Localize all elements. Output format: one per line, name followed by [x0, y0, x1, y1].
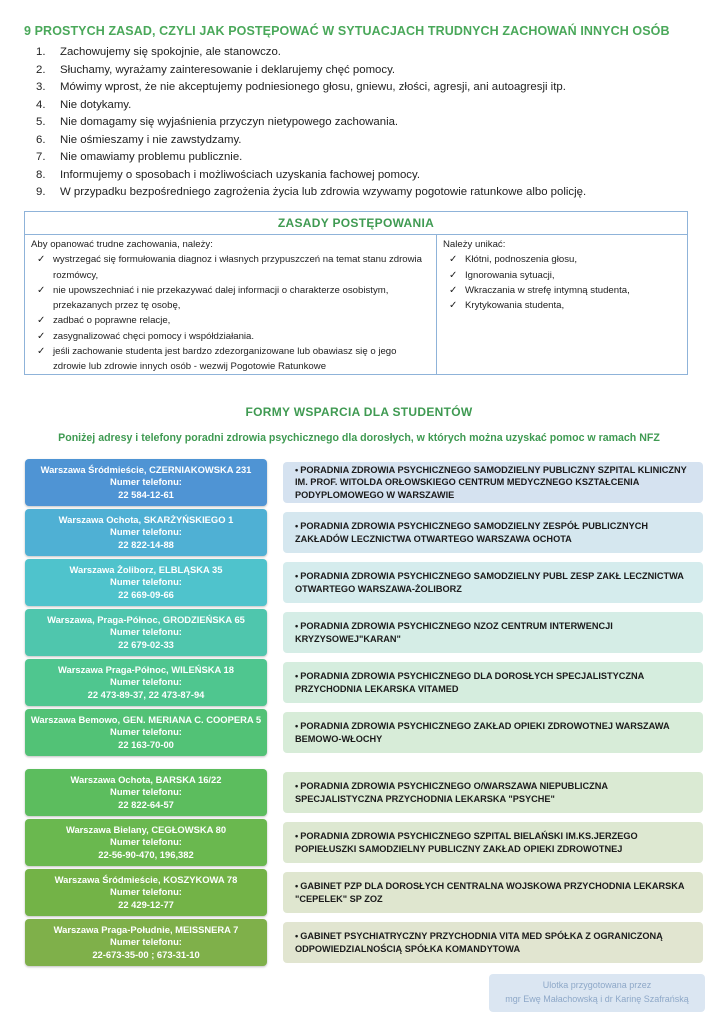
checklist-item	[31, 313, 430, 328]
checklist-text: Ignorowania sytuacji,	[465, 269, 555, 281]
clinic-name: GABINET PSYCHIATRYCZNY PRZYCHODNIA VITA MED SPÓŁKA Z OGRANICZONĄ ODPOWIEDZIALNOŚCIĄ SPÓŁKA KOMANDYTOWA	[295, 931, 663, 954]
clinic-location-card	[25, 609, 267, 656]
clinic-description-card	[283, 562, 703, 603]
clinic-address: Warszawa Praga-Północ, WILEŃSKA 18	[58, 663, 234, 675]
rule-item	[36, 149, 586, 167]
support-title: FORMY WSPARCIA DLA STUDENTÓW	[245, 405, 473, 419]
clinic-description-card	[283, 712, 703, 753]
zasady-right-intro: Należy unikać:	[443, 239, 506, 250]
clinic-row	[25, 869, 705, 916]
clinic-phone: 22 163-70-00	[118, 738, 174, 750]
support-subtitle: Poniżej adresy i telefony poradni zdrowia psychicznego dla dorosłych, w których można uzyskać pomoc w ramach NFZ	[58, 432, 660, 444]
rule-text: Słuchamy, wyrażamy zainteresowanie i deklarujemy chęć pomocy.	[60, 63, 396, 76]
rule-number: 9.	[36, 186, 46, 198]
clinic-address: Warszawa Bemowo, GEN. MERIANA C. COOPERA 5	[30, 713, 262, 725]
clinic-description	[295, 780, 697, 805]
bullet-icon: •	[295, 831, 299, 842]
footer-credit	[489, 974, 705, 1012]
rule-text: Nie dotykamy.	[60, 98, 132, 111]
clinic-description-card	[283, 462, 703, 503]
clinic-name: PORADNIA ZDROWIA PSYCHICZNEGO SAMODZIELNY ZESPÓŁ PUBLICZNYCH ZAKŁADÓW LECZNICTWA OTWARTEGO WARSZAWA OCHOTA	[295, 521, 648, 544]
clinic-description	[295, 880, 697, 905]
rule-item	[36, 132, 586, 150]
clinic-location-card	[25, 659, 267, 706]
clinic-address: Warszawa Śródmieście, CZERNIAKOWSKA 231	[40, 463, 252, 475]
rule-text: Nie omawiamy problemu publicznie.	[60, 151, 243, 163]
clinic-name: PORADNIA ZDROWIA PSYCHICZNEGO NZOZ CENTRUM INTERWENCJI KRYZYSOWEJ"KARAN"	[295, 621, 613, 644]
rule-number: 1.	[36, 46, 46, 58]
rule-text: Mówimy wprost, że nie akceptujemy podniesionego głosu, gniewu, złości, agresji, ani autoagresji itp.	[60, 81, 566, 93]
bullet-icon: •	[295, 521, 299, 532]
zasady-title: ZASADY POSTĘPOWANIA	[25, 212, 687, 235]
rule-text: Nie ośmieszamy i nie zawstydzamy.	[60, 133, 242, 146]
clinic-location-card	[25, 459, 267, 506]
clinic-phone: 22 822-14-88	[118, 538, 174, 550]
clinic-phone-label: Numer telefonu:	[110, 836, 182, 848]
clinic-description	[295, 830, 697, 855]
checklist-item	[443, 298, 681, 313]
rule-number: 6.	[36, 133, 46, 146]
rule-number: 3.	[36, 81, 46, 93]
bullet-icon: •	[295, 464, 299, 475]
checkmark-icon: ✓	[449, 300, 458, 312]
clinic-name: GABINET PZP DLA DOROSŁYCH CENTRALNA WOJSKOWA PRZYCHODNIA LEKARSKA "CEPELEK" SP ZOZ	[295, 881, 685, 904]
checklist-text: Kłótni, podnoszenia głosu,	[465, 254, 578, 266]
clinic-phone: 22 679-02-33	[118, 638, 174, 650]
clinic-description	[295, 930, 697, 955]
rule-number: 4.	[36, 98, 46, 111]
footer-line-2: mgr Ewę Małachowską i dr Karinę Szafrańską	[505, 994, 689, 1004]
checkmark-icon: ✓	[449, 284, 458, 296]
clinic-row	[25, 659, 705, 706]
clinic-phone-label: Numer telefonu:	[110, 936, 182, 948]
clinic-phone-label: Numer telefonu:	[110, 726, 182, 738]
checklist-text: zadbać o poprawne relacje,	[53, 315, 171, 327]
clinic-name: PORADNIA ZDROWIA PSYCHICZNEGO SAMODZIELNY PUBLICZNY SZPITAL KLINICZNY IM. PROF. WITOLDA ORŁOWSKIEGO CENTRUM MEDYCZNEGO KSZTAŁCENIA PODYPLOMOWEGO W WARSZAWIE	[295, 464, 687, 500]
clinic-name: PORADNIA ZDROWIA PSYCHICZNEGO SAMODZIELNY PUBL ZESP ZAKŁ LECZNICTWA OTWARTEGO WARSZAWA-ŻOLIBORZ	[295, 571, 684, 594]
bullet-icon: •	[295, 881, 299, 892]
rule-number: 7.	[36, 151, 46, 163]
clinic-phone: 22-56-90-470, 196,382	[98, 848, 194, 860]
zasady-right-column	[437, 235, 687, 315]
clinic-address: Warszawa Bielany, CEGŁOWSKA 80	[65, 823, 227, 835]
clinic-address: Warszawa Praga-Południe, MEISSNERA 7	[53, 923, 239, 935]
rule-item	[36, 44, 586, 62]
clinic-address: Warszawa Żoliborz, ELBLĄSKA 35	[69, 563, 223, 575]
footer-line-1: Ulotka przygotowana przez	[542, 980, 652, 990]
clinic-description-card	[283, 772, 703, 813]
clinic-description-card	[283, 822, 703, 863]
checklist-item	[31, 283, 430, 314]
rules-list	[36, 44, 586, 202]
clinic-phone-label: Numer telefonu:	[110, 476, 182, 488]
clinic-name: PORADNIA ZDROWIA PSYCHICZNEGO O/WARSZAWA NIEPUBLICZNA SPECJALISTYCZNA PRZYCHODNIA LEKARSKA "PSYCHE"	[295, 781, 608, 804]
clinic-location-card	[25, 869, 267, 916]
clinic-description	[295, 570, 697, 595]
clinic-phone-label: Numer telefonu:	[110, 786, 182, 798]
rule-number: 5.	[36, 116, 46, 128]
clinic-location-card	[25, 769, 267, 816]
bullet-icon: •	[295, 931, 299, 942]
clinic-phone: 22 822-64-57	[118, 798, 174, 810]
zasady-box	[24, 211, 688, 375]
checkmark-icon: ✓	[37, 284, 46, 296]
clinic-address: Warszawa Ochota, BARSKA 16/22	[70, 773, 222, 785]
clinic-phone: 22 584-12-61	[118, 488, 174, 500]
clinic-phone: 22 669-09-66	[118, 588, 174, 600]
checkmark-icon: ✓	[449, 254, 458, 266]
checkmark-icon: ✓	[37, 315, 46, 327]
checklist-item	[31, 252, 430, 283]
checkmark-icon: ✓	[37, 254, 46, 266]
checklist-text: Wkraczania w strefę intymną studenta,	[465, 284, 630, 296]
clinic-location-card	[25, 509, 267, 556]
clinic-description-card	[283, 662, 703, 703]
checklist-text: wystrzegać się formułowania diagnoz i własnych przypuszczeń na temat stanu zdrowia rozmówcy,	[53, 254, 422, 281]
clinic-description-card	[283, 512, 703, 553]
clinic-phone-label: Numer telefonu:	[110, 886, 182, 898]
clinic-description	[295, 464, 697, 501]
checklist-text: zasygnalizować chęci pomocy i współdziałania.	[53, 330, 255, 342]
zasady-left-intro: Aby opanować trudne zachowania, należy:	[31, 239, 213, 250]
clinic-description-card	[283, 922, 703, 963]
clinic-address: Warszawa, Praga-Północ, GRODZIEŃSKA 65	[47, 613, 245, 625]
clinic-row	[25, 819, 705, 866]
clinic-location-card	[25, 819, 267, 866]
rule-item	[36, 97, 586, 115]
clinic-description-card	[283, 612, 703, 653]
clinic-phone-label: Numer telefonu:	[110, 576, 182, 588]
clinic-name: PORADNIA ZDROWIA PSYCHICZNEGO ZAKŁAD OPIEKI ZDROWOTNEJ WARSZAWA BEMOWO-WŁOCHY	[295, 721, 670, 744]
checkmark-icon: ✓	[37, 330, 46, 342]
clinic-location-card	[25, 709, 267, 756]
clinic-phone: 22-673-35-00 ; 673-31-10	[92, 948, 200, 960]
bullet-icon: •	[295, 671, 299, 682]
clinic-location-card	[25, 919, 267, 966]
clinic-phone: 22 429-12-77	[118, 898, 174, 910]
clinic-description-card	[283, 872, 703, 913]
rule-item	[36, 184, 586, 202]
rule-text: Zachowujemy się spokojnie, ale stanowczo.	[60, 46, 281, 58]
clinic-row	[25, 459, 705, 506]
clinic-phone-label: Numer telefonu:	[110, 626, 182, 638]
clinic-row	[25, 509, 705, 556]
rule-number: 2.	[36, 63, 46, 76]
page-title: 9 PROSTYCH ZASAD, CZYLI JAK POSTĘPOWAĆ W SYTUACJACH TRUDNYCH ZACHOWAŃ INNYCH OSÓB	[24, 24, 670, 38]
clinic-row	[25, 919, 705, 966]
checkmark-icon: ✓	[37, 346, 46, 358]
clinic-phone-label: Numer telefonu:	[110, 676, 182, 688]
checklist-item	[443, 268, 681, 283]
rule-text: Nie domagamy się wyjaśnienia przyczyn nietypowego zachowania.	[60, 116, 399, 128]
clinic-phone-label: Numer telefonu:	[110, 526, 182, 538]
clinic-phone: 22 473-89-37, 22 473-87-94	[87, 688, 205, 700]
clinic-description	[295, 520, 697, 545]
rule-item	[36, 79, 586, 97]
rule-number: 8.	[36, 168, 46, 181]
checklist-item	[443, 252, 681, 267]
clinic-description	[295, 620, 697, 645]
clinic-address: Warszawa Ochota, SKARŻYŃSKIEGO 1	[58, 513, 234, 525]
checkmark-icon: ✓	[449, 269, 458, 281]
bullet-icon: •	[295, 621, 299, 632]
checklist-text: Krytykowania studenta,	[465, 300, 565, 312]
zasady-left-column	[25, 235, 437, 374]
bullet-icon: •	[295, 571, 299, 582]
rule-item	[36, 114, 586, 132]
rule-item	[36, 167, 586, 185]
rule-text: Informujemy o sposobach i możliwościach uzyskania fachowej pomocy.	[60, 168, 421, 181]
clinic-name: PORADNIA ZDROWIA PSYCHICZNEGO SZPITAL BIELAŃSKI IM.KS.JERZEGO POPIEŁUSZKI SAMODZIELNY PUBLICZNY ZAKŁAD OPIEKI ZDROWOTNEJ	[295, 831, 638, 854]
bullet-icon: •	[295, 721, 299, 732]
clinic-row	[25, 769, 705, 816]
clinic-row	[25, 709, 705, 756]
checklist-item	[31, 344, 430, 375]
rule-text: W przypadku bezpośredniego zagrożenia życia lub zdrowia wzywamy pogotowie ratunkowe albo policję.	[60, 186, 587, 198]
clinic-description	[295, 720, 697, 745]
bullet-icon: •	[295, 781, 299, 792]
clinic-row	[25, 559, 705, 606]
checklist-item	[443, 283, 681, 298]
clinic-name: PORADNIA ZDROWIA PSYCHICZNEGO DLA DOROSŁYCH SPECJALISTYCZNA PRZYCHODNIA LEKARSKA VITAMED	[295, 671, 644, 694]
checklist-text: nie upowszechniać i nie przekazywać dalej informacji o charakterze osobistym, przekazanych przez tę osobę,	[53, 284, 389, 312]
checklist-text: jeśli zachowanie studenta jest bardzo zdezorganizowane lub obawiasz się o jego zdrowie lub zdrowie innych osób - wezwij Pogotowie Ratunkowe	[53, 346, 397, 373]
clinic-location-card	[25, 559, 267, 606]
checklist-item	[31, 329, 430, 344]
clinic-address: Warszawa Śródmieście, KOSZYKOWA 78	[54, 873, 238, 885]
clinic-row	[25, 609, 705, 656]
clinic-description	[295, 670, 697, 695]
rule-item	[36, 62, 586, 80]
